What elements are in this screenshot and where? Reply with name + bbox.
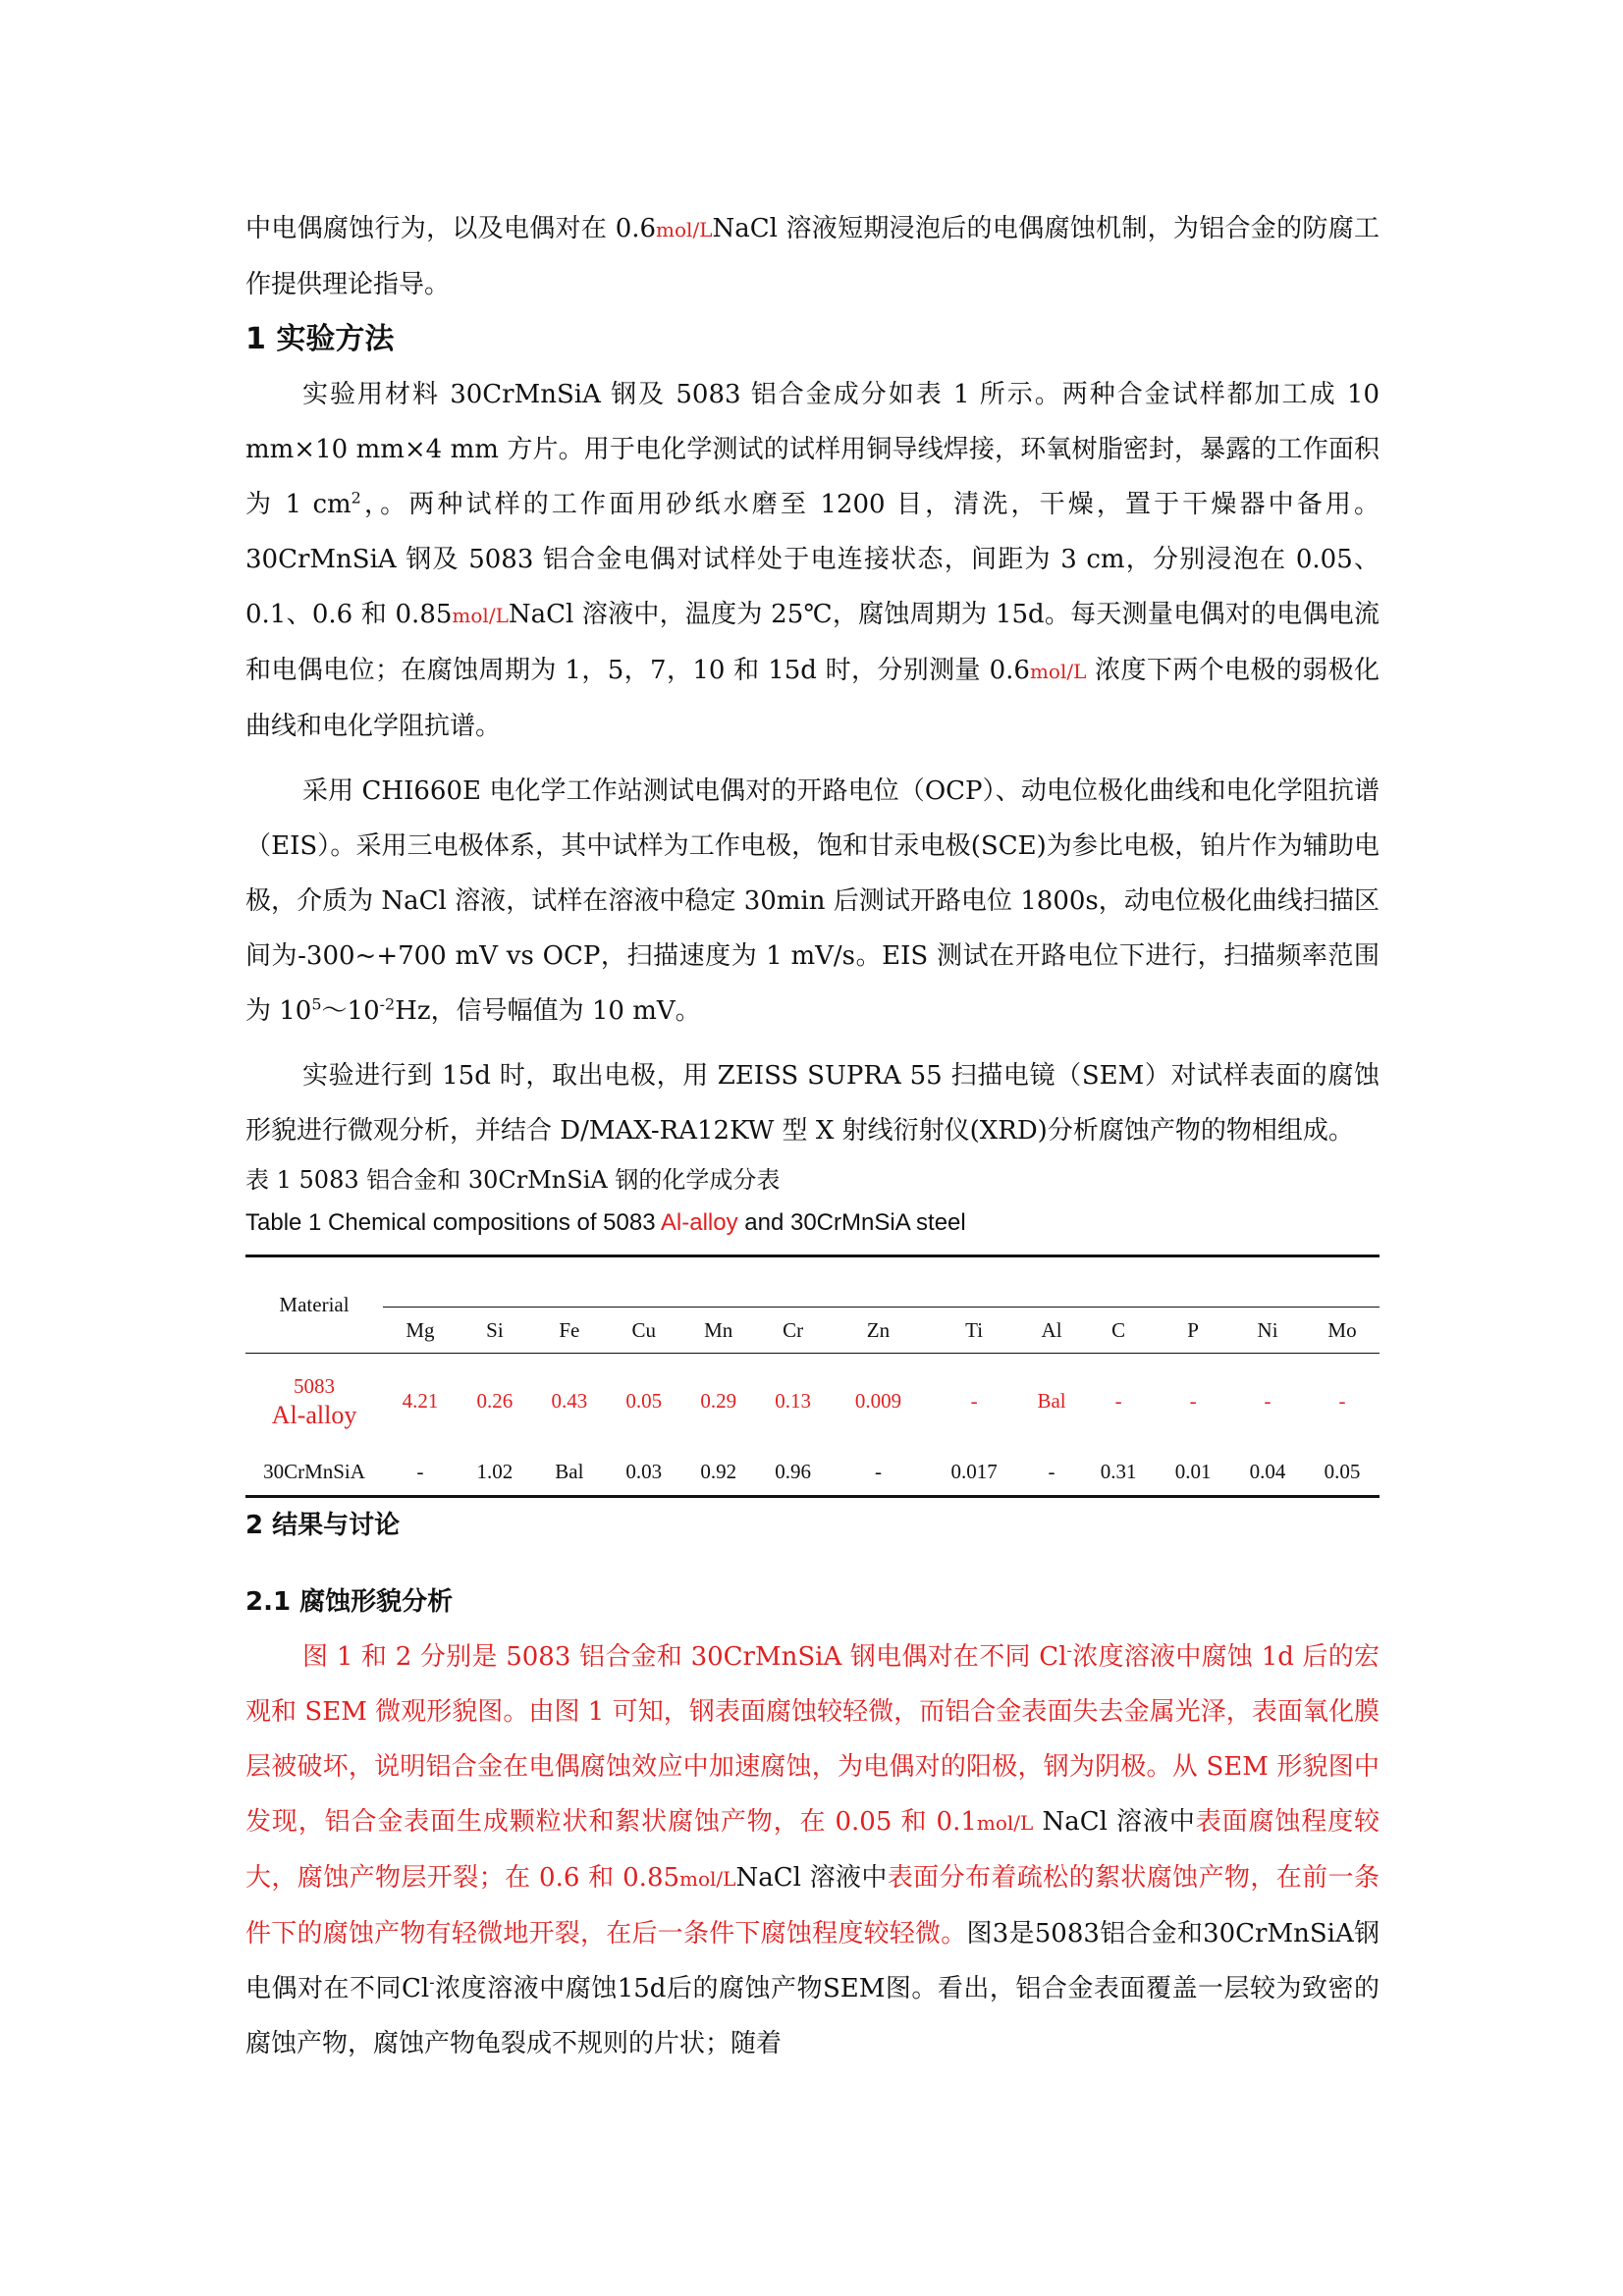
row-label: 30CrMnSiA bbox=[263, 1459, 365, 1483]
table-cell: 0.43 bbox=[532, 1354, 607, 1449]
table-cell: 0.96 bbox=[775, 1459, 812, 1483]
table-cell: - bbox=[416, 1459, 424, 1483]
table-cell: - bbox=[1048, 1459, 1055, 1483]
row-label: 5083 Al-alloy bbox=[245, 1354, 383, 1449]
table-cell: 0.009 bbox=[831, 1354, 927, 1449]
table-cell: - bbox=[1081, 1354, 1156, 1449]
section-1-heading: 1 实验方法 bbox=[245, 322, 395, 356]
element-header: P bbox=[1156, 1308, 1230, 1354]
table-cell: - bbox=[874, 1459, 882, 1483]
table-cell: 0.05 bbox=[1324, 1459, 1361, 1483]
element-header: Mo bbox=[1305, 1308, 1380, 1354]
intro-paragraph: 中电偶腐蚀行为，以及电偶对在 0.6mol/LNaCl 溶液短期浸泡后的电偶腐蚀机制，为铝合金的防腐工作提供理论指导。 bbox=[245, 214, 1380, 299]
table-cell: 0.31 bbox=[1100, 1459, 1137, 1483]
element-header: Ni bbox=[1230, 1308, 1305, 1354]
table-cell: - bbox=[1305, 1354, 1380, 1449]
element-header: C bbox=[1081, 1308, 1156, 1354]
table-cell: 0.01 bbox=[1174, 1459, 1212, 1483]
table-cell: 0.03 bbox=[625, 1459, 663, 1483]
element-header: Cu bbox=[607, 1308, 681, 1354]
table-cell: Bal bbox=[555, 1459, 584, 1483]
table-cell: 0.13 bbox=[756, 1354, 831, 1449]
table-cell: 0.04 bbox=[1249, 1459, 1286, 1483]
section-2-paragraph-1: 图 1 和 2 分别是 5083 铝合金和 30CrMnSiA 钢电偶对在不同 Cl-浓度溶液中腐蚀 1d 后的宏观和 SEM 微观形貌图。由图 1 可知，钢表面腐蚀较轻微，而铝合金表面失去金属光泽，表面氧化膜层被破坏，说明铝合金在电偶腐蚀效应中加速腐蚀，为电偶对的阳极，钢为阴极。从 SEM 形貌图中发现，铝合金表面生成颗粒状和絮状腐蚀产物，在 0.05 和 0.1mol/L NaCl 溶液中表面腐蚀程度较大，腐蚀产物层开裂；在 0.6 和 0.85mol/LNaCl 溶液中表面分布着疏松的絮状腐蚀产物，在前一条件下的腐蚀产物有轻微地开裂，在后一条件下腐蚀程度较轻微。图3是5083铝合金和30CrMnSiA钢电偶对在不同Cl-浓度溶液中腐蚀15d后的腐蚀产物SEM图。看出，铝合金表面覆盖一层较为致密的腐蚀产物，腐蚀产物龟裂成不规则的片状；随着 bbox=[245, 1640, 1380, 2058]
table-cell: 1.02 bbox=[476, 1459, 514, 1483]
page-content bbox=[245, 201, 1380, 2071]
table-cell: Bal bbox=[1022, 1354, 1081, 1449]
composition-table bbox=[245, 1255, 1380, 1498]
section-1-paragraph-2: 采用 CHI660E 电化学工作站测试电偶对的开路电位（OCP）、动电位极化曲线和电化学阻抗谱（EIS）。采用三电极体系，其中试样为工作电极，饱和甘汞电极(SCE)为参比电极，铂片作为辅助电极，介质为 NaCl 溶液，试样在溶液中稳定 30min 后测试开路电位 1800s，动电位极化曲线扫描区间为-300~+700 mV vs OCP，扫描速度为 1 mV/s。EIS 测试在开路电位下进行，扫描频率范围为 $10^5\sim 10^{-2}Hz$，信号幅值为 10 mV。 bbox=[245, 776, 1380, 1026]
table-row-al-alloy bbox=[245, 1354, 1380, 1449]
table-1-caption-cn: 表 1 5083 铝合金和 30CrMnSiA 钢的化学成分表 bbox=[245, 1166, 781, 1194]
table-cell: 0.26 bbox=[458, 1354, 532, 1449]
section-2-heading: 2 结果与讨论 bbox=[245, 1511, 401, 1540]
table-cell: - bbox=[1230, 1354, 1305, 1449]
element-header: Cr bbox=[756, 1308, 831, 1354]
element-header: Mn bbox=[681, 1308, 756, 1354]
table-cell: 0.05 bbox=[607, 1354, 681, 1449]
table-cell: 0.017 bbox=[950, 1459, 998, 1483]
table-cell: 0.29 bbox=[681, 1354, 756, 1449]
table-row-steel bbox=[245, 1448, 1380, 1497]
element-header: Al bbox=[1022, 1308, 1081, 1354]
section-2-1-heading: 2.1 腐蚀形貌分析 bbox=[245, 1587, 454, 1617]
element-header: Si bbox=[458, 1308, 532, 1354]
table-cell: - bbox=[926, 1354, 1022, 1449]
element-header: Fe bbox=[532, 1308, 607, 1354]
table-cell: 0.92 bbox=[700, 1459, 737, 1483]
table-1-caption-en: Table 1 Chemical compositions of 5083 Al-alloy and 30CrMnSiA steel bbox=[245, 1209, 966, 1236]
element-header: Ti bbox=[926, 1308, 1022, 1354]
material-header: Material bbox=[279, 1293, 350, 1316]
table-cell: 4.21 bbox=[383, 1354, 458, 1449]
element-header: Mg bbox=[383, 1308, 458, 1354]
element-header: Zn bbox=[831, 1308, 927, 1354]
table-cell: - bbox=[1156, 1354, 1230, 1449]
section-1-paragraph-3: 实验进行到 15d 时，取出电极，用 ZEISS SUPRA 55 扫描电镜（SEM）对试样表面的腐蚀形貌进行微观分析，并结合 D/MAX-RA12KW 型 X 射线衍射仪(XRD)分析腐蚀产物的物相组成。 bbox=[245, 1061, 1380, 1146]
section-1-paragraph-1: 实验用材料 30CrMnSiA 钢及 5083 铝合金成分如表 1 所示。两种合金试样都加工成 10 mm×10 mm×4 mm 方片。用于电化学测试的试样用铜导线焊接，环氧树脂密封，暴露的工作面积为 1 $cm^2$，。两种试样的工作面用砂纸水磨至 1200 目，清洗，干燥，置于干燥器中备用。30CrMnSiA 钢及 5083 铝合金电偶对试样处于电连接状态，间距为 3 cm，分别浸泡在 0.05、0.1、0.6 和 0.85mol/LNaCl 溶液中，温度为 25℃，腐蚀周期为 15d。每天测量电偶对的电偶电流和电偶电位；在腐蚀周期为 1，5，7，10 和 15d 时，分别测量 0.6mol/L 浓度下两个电极的弱极化曲线和电化学阻抗谱。 bbox=[245, 380, 1380, 741]
